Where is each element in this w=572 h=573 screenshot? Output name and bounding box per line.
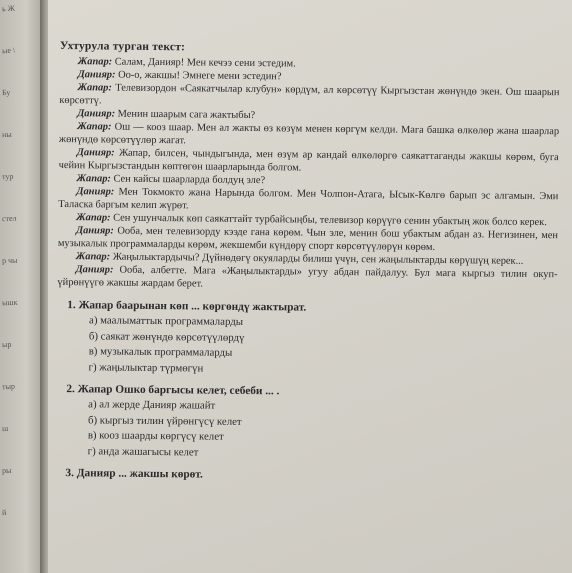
speaker-name: Данияр:	[75, 264, 114, 276]
adjacent-page-fragment: ышк	[1, 297, 18, 308]
question-title: 1. Жапар баарынан көп ... көргөндү жактырат.	[67, 299, 307, 314]
adjacent-page-fragment: Бу	[1, 87, 11, 98]
speaker-name: Жапар:	[77, 121, 112, 133]
speaker-name: Данияр:	[77, 69, 116, 81]
dialog-text: Сен ушунчалык көп саякаттайт турбайсыңбы, телевизор көрүүгө сенин убактың жок болсо керек.	[113, 212, 547, 229]
speaker-name: Жапар:	[76, 212, 111, 224]
adjacent-page-fragment: ыр	[1, 339, 12, 350]
answer-option: в) музыкалык программаларды	[88, 345, 233, 359]
book-page	[48, 0, 572, 573]
dialog-text: Сен кайсы шаарларда болдуң эле?	[113, 173, 266, 187]
dialog-text: Мен Токмокто жана Нарында болгом. Мен Чолпон-Атага, Ысык-Көлгө барып эс алгамын. Эми Таласка баргым келип жүрөт.	[58, 186, 559, 212]
speaker-name: Данияр:	[76, 186, 115, 198]
speaker-name: Жапар:	[75, 251, 111, 263]
dialog-text	[57, 55, 559, 294]
speaker-name: Данияр:	[75, 225, 114, 237]
dialog-text: Ош — кооз шаар. Мен ал жакты өз көзүм менен көргүм келди. Мага башка өлкөлөр жана шаарлар жөнүндө көрсөтүүлөр жагат.	[58, 121, 560, 147]
question-item	[55, 465, 555, 486]
adjacent-page-fragment: ш	[1, 423, 9, 434]
adjacent-page-edge	[0, 0, 44, 573]
dialog-text: Жаңылыктардычы? Дүйнөдөгү окуяларды билиш үчүн, сен жаңылыктарды көрүшүң керек...	[112, 251, 524, 267]
answer-option: а) ал жерде Данияр жашайт	[88, 398, 216, 412]
adjacent-page-fragment: ры	[1, 465, 12, 476]
answer-option: б) кыргыз тилин үйрөнгүсү келет	[87, 413, 242, 428]
question-title: 3. Данияр ... жакшы көрөт.	[65, 467, 203, 481]
question-item	[56, 381, 557, 464]
adjacent-page-fragment: тыр	[1, 381, 16, 392]
answer-option: а) маалыматтык программаларды	[89, 314, 244, 328]
speaker-name: Жапар:	[76, 173, 111, 185]
adjacent-page-fragment: ые \	[1, 45, 16, 56]
page-content	[55, 40, 560, 492]
adjacent-page-fragment: р чы	[1, 255, 18, 266]
speaker-name: Жапар:	[77, 82, 112, 94]
adjacent-page-fragment: тур	[1, 171, 14, 182]
question-title: 2. Жапар Ошко баргысы келет, себеби ... .	[66, 383, 280, 398]
adjacent-page-fragment: ны	[1, 129, 12, 140]
speaker-name: Жапар:	[77, 56, 113, 68]
dialog-text: Оо-о, жакшы! Эмнеге мени эстедин?	[118, 69, 282, 83]
dialog-text: Менин шаарым сага жактыбы?	[117, 108, 256, 122]
answer-option: б) саякат жөнүндө көрсөтүүлөрдү	[88, 329, 245, 344]
dialog-text: Телевизордон «Саякатчылар клубун» көрдүм, ал көрсөтүү Кыргызстан жөнүндө экен. Ош шаарын көрсөттү.	[59, 82, 560, 107]
text-heading: Ухтурула турган текст:	[59, 40, 186, 54]
speaker-name: Данияр:	[76, 147, 115, 159]
question-list	[55, 297, 557, 486]
answer-option: г) жаңылыктар түрмөгүн	[88, 360, 204, 375]
dialog-text: Жапар, билсен, чындыгында, мен өзүм ар кандай өлкөлөргө саякаттаганды жакшы көрөм, буга чейин Кыргызстандын көптөгөн шаарларында болгом.	[58, 147, 559, 174]
dialog-text: Салам, Данияр! Мен кечээ сени эстедим.	[114, 56, 296, 70]
dialog-text: Ооба, албетте. Мага «Жаңылыктарды» угуу абдан пайдалуу. Бул мага кыргыз тилин окуп-үйрөнүүгө жакшы жардам берет.	[57, 264, 558, 290]
answer-option: в) кооз шаарды көргүсү келет	[87, 429, 224, 443]
speaker-name: Данияр:	[77, 108, 116, 120]
adjacent-page-fragment: ь Ж	[1, 3, 15, 14]
question-item	[56, 297, 557, 380]
dialog-text: Ооба, мен телевизорду кээде гана көрөм. Чын эле, менин бош убактым абдан аз. Негизинен, мен музыкалык программаларды көрөм, жекшемби күндөрү спорт көрсөтүүлөрүн көрөм.	[57, 225, 559, 253]
answer-option: г) анда жашагысы келет	[87, 444, 199, 458]
adjacent-page-fragment: стел	[1, 213, 17, 224]
adjacent-page-fragment: й	[1, 507, 7, 518]
dialog-line	[57, 263, 557, 294]
